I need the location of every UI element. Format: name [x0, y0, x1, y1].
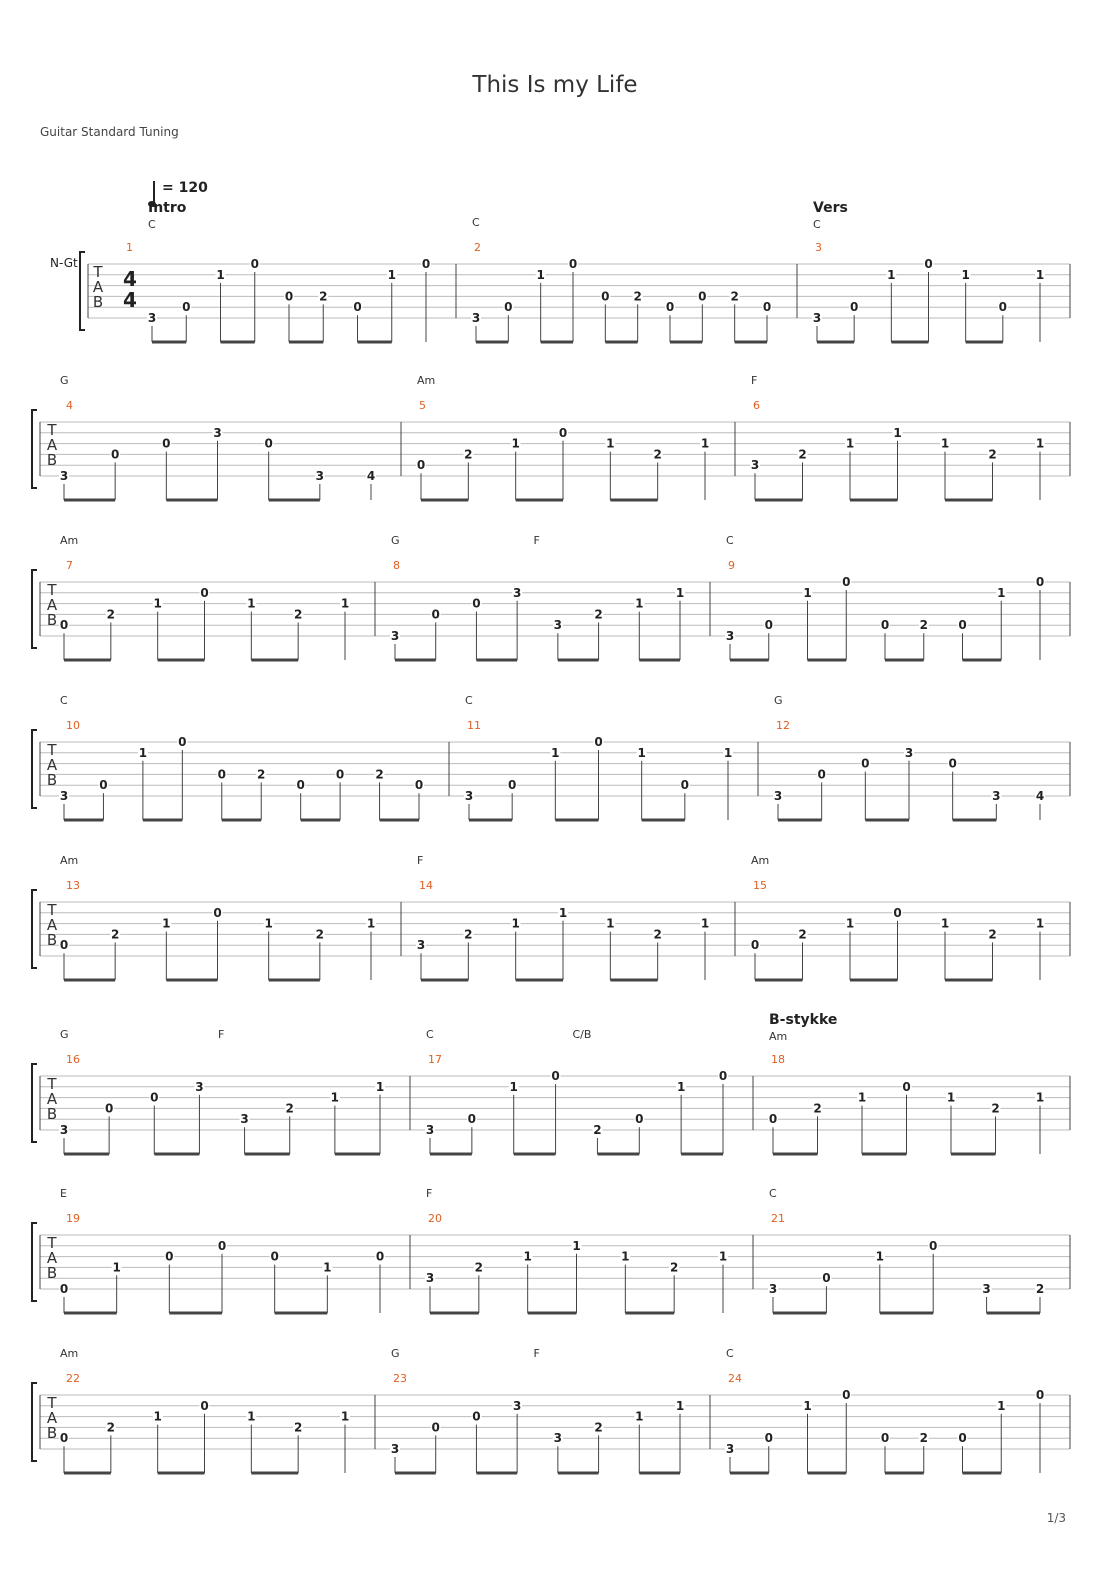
- fret-number: 0: [217, 1238, 227, 1253]
- fret-number: 2: [293, 1420, 303, 1435]
- fret-number: 0: [59, 938, 69, 953]
- tab-clef-letter: A: [46, 1409, 58, 1427]
- fret-number: 1: [138, 745, 148, 760]
- fret-number: 1: [162, 916, 171, 931]
- fret-number: 2: [593, 1123, 602, 1137]
- fret-number: 1: [606, 916, 615, 931]
- fret-number: 0: [558, 425, 568, 440]
- fret-number: 0: [680, 778, 690, 793]
- measure-number: 20: [428, 1212, 442, 1225]
- fret-number: 0: [822, 1271, 831, 1286]
- fret-number: 0: [764, 1431, 773, 1446]
- fret-number: 2: [919, 618, 928, 633]
- tab-clef-letter: A: [46, 756, 58, 774]
- measure-number: 12: [776, 719, 790, 732]
- fret-number: 1: [551, 745, 560, 760]
- fret-number: 0: [431, 1420, 440, 1435]
- chord-symbol: C: [813, 218, 821, 231]
- fret-number: 0: [948, 756, 957, 771]
- tab-clef-letter: A: [92, 278, 104, 296]
- fret-number: 0: [665, 300, 675, 315]
- tab-clef-letter: B: [46, 1105, 58, 1123]
- chord-symbol: G: [391, 1347, 400, 1360]
- fret-number: 0: [414, 778, 424, 793]
- fret-number: 1: [536, 267, 545, 282]
- chord-symbol: G: [60, 1028, 69, 1041]
- fret-number: 2: [798, 447, 807, 462]
- tab-clef-letter: T: [93, 263, 103, 281]
- measure-number: 8: [393, 559, 400, 572]
- fret-number: 4: [366, 469, 376, 483]
- fret-number: 2: [315, 927, 325, 942]
- fret-number: 3: [195, 1079, 204, 1094]
- fret-number: 3: [59, 1123, 69, 1137]
- chord-symbol: C: [426, 1028, 434, 1041]
- fret-number: 3: [315, 469, 325, 483]
- fret-number: 4: [1035, 789, 1045, 803]
- fret-number: 3: [553, 1431, 563, 1446]
- fret-number: 1: [509, 1079, 518, 1094]
- fret-number: 0: [507, 778, 517, 793]
- fret-number: 1: [247, 1409, 256, 1424]
- fret-number: 0: [59, 618, 69, 633]
- fret-number: 3: [425, 1271, 435, 1286]
- fret-number: 0: [353, 300, 362, 315]
- fret-number: 1: [997, 585, 1006, 600]
- chord-symbol: G: [60, 374, 69, 387]
- tab-clef-letter: B: [92, 293, 104, 311]
- chord-symbol: C: [148, 218, 156, 231]
- chord-symbol: C: [465, 694, 473, 707]
- fret-number: 3: [750, 458, 760, 473]
- time-signature-top: 4: [123, 267, 137, 291]
- fret-number: 3: [553, 618, 563, 633]
- fret-number: 1: [112, 1260, 121, 1275]
- fret-number: 1: [718, 1249, 728, 1264]
- fret-number: 2: [285, 1101, 294, 1116]
- fret-number: 1: [366, 916, 376, 931]
- tab-clef-letter: B: [46, 1264, 58, 1282]
- fret-number: 0: [104, 1101, 114, 1116]
- fret-number: 0: [551, 1069, 560, 1083]
- fret-number: 2: [653, 447, 662, 462]
- fret-number: 2: [798, 927, 807, 942]
- fret-number: 0: [880, 1431, 890, 1446]
- fret-number: 1: [511, 916, 520, 931]
- fret-number: 1: [803, 1398, 812, 1413]
- fret-number: 0: [817, 767, 826, 782]
- fret-number: 1: [857, 1090, 867, 1105]
- fret-number: 0: [601, 289, 610, 304]
- fret-number: 2: [919, 1431, 928, 1446]
- fret-number: 0: [698, 289, 707, 304]
- tab-clef-letter: B: [46, 771, 58, 789]
- fret-number: 0: [902, 1079, 911, 1094]
- chord-symbol: Am: [751, 854, 770, 867]
- fret-number: 0: [861, 756, 870, 771]
- fret-number: 3: [425, 1123, 435, 1137]
- chord-symbol: Am: [417, 374, 436, 387]
- tab-clef-letter: B: [46, 451, 58, 469]
- fret-number: 0: [958, 1431, 967, 1446]
- fret-number: 0: [200, 1398, 209, 1413]
- fret-number: 3: [59, 469, 69, 483]
- fret-number: 1: [723, 745, 733, 760]
- fret-number: 0: [59, 1431, 69, 1446]
- fret-number: 1: [1035, 436, 1045, 451]
- fret-number: 0: [1035, 1388, 1045, 1402]
- fret-number: 0: [270, 1249, 279, 1264]
- fret-number: 0: [958, 618, 967, 633]
- fret-number: 0: [893, 905, 902, 920]
- measure-number: 13: [66, 879, 80, 892]
- fret-number: 1: [635, 1409, 644, 1424]
- fret-number: 0: [165, 1249, 174, 1264]
- tab-clef-letter: A: [46, 1249, 58, 1267]
- chord-symbol: F: [218, 1028, 225, 1041]
- instrument-label: N-Gt: [50, 256, 78, 270]
- system-brace: [32, 570, 37, 648]
- fret-number: 1: [637, 745, 646, 760]
- measure-number: 11: [467, 719, 481, 732]
- fret-number: 2: [106, 1420, 116, 1435]
- chord-symbol: C: [726, 534, 734, 547]
- tab-clef-letter: A: [46, 436, 58, 454]
- fret-number: 2: [594, 607, 603, 622]
- system-brace: [32, 1383, 37, 1461]
- fret-number: 0: [842, 1388, 851, 1402]
- fret-number: 3: [768, 1282, 778, 1296]
- fret-number: 0: [250, 257, 259, 271]
- chord-symbol: C/B: [572, 1028, 592, 1041]
- system-brace: [32, 890, 37, 968]
- song-title: This Is my Life: [472, 72, 638, 98]
- fret-number: 1: [511, 436, 520, 451]
- fret-number: 1: [153, 596, 162, 611]
- fret-number: 1: [845, 916, 855, 931]
- fret-number: 1: [153, 1409, 162, 1424]
- fret-number: 0: [842, 575, 851, 589]
- measure-number: 21: [771, 1212, 785, 1225]
- tab-clef-letter: T: [47, 421, 57, 439]
- fret-number: 1: [940, 916, 950, 931]
- system-brace: [32, 1223, 37, 1301]
- fret-number: 0: [1035, 575, 1045, 589]
- fret-number: 3: [904, 745, 914, 760]
- fret-number: 0: [200, 585, 209, 600]
- chord-symbol: Am: [60, 1347, 79, 1360]
- chord-symbol: F: [417, 854, 424, 867]
- fret-number: 0: [99, 778, 108, 793]
- chord-symbol: F: [426, 1187, 433, 1200]
- fret-number: 1: [946, 1090, 956, 1105]
- fret-number: 2: [594, 1420, 603, 1435]
- measure-number: 23: [393, 1372, 407, 1385]
- fret-number: 0: [335, 767, 345, 782]
- fret-number: 3: [390, 629, 400, 643]
- fret-number: 1: [264, 916, 273, 931]
- fret-number: 3: [992, 789, 1001, 803]
- system-brace: [32, 730, 37, 808]
- measure-number: 19: [66, 1212, 80, 1225]
- fret-number: 0: [296, 778, 305, 793]
- fret-number: 0: [924, 257, 933, 271]
- tuning-label: Guitar Standard Tuning: [40, 125, 179, 139]
- fret-number: 1: [330, 1090, 340, 1105]
- fret-number: 1: [558, 905, 568, 920]
- chord-symbol: C: [60, 694, 68, 707]
- fret-number: 2: [110, 927, 120, 942]
- fret-number: 3: [725, 629, 735, 643]
- fret-number: 0: [929, 1238, 938, 1253]
- tab-clef-letter: T: [47, 741, 57, 759]
- fret-number: 0: [768, 1112, 778, 1127]
- measure-number: 7: [66, 559, 73, 572]
- tab-clef-letter: T: [47, 1234, 57, 1252]
- fret-number: 1: [523, 1249, 532, 1264]
- fret-number: 1: [572, 1238, 581, 1253]
- fret-number: 0: [880, 618, 890, 633]
- tab-clef-letter: B: [46, 1424, 58, 1442]
- system-brace: [32, 410, 37, 488]
- system-brace: [80, 252, 85, 330]
- fret-number: 3: [812, 311, 822, 325]
- fret-number: 0: [416, 458, 426, 473]
- fret-number: 3: [464, 789, 474, 803]
- fret-number: 1: [323, 1260, 332, 1275]
- fret-number: 0: [59, 1282, 69, 1296]
- fret-number: 1: [803, 585, 812, 600]
- fret-number: 2: [1035, 1282, 1045, 1296]
- tab-clef-letter: B: [46, 611, 58, 629]
- chord-symbol: Am: [769, 1030, 788, 1043]
- fret-number: 2: [633, 289, 642, 304]
- tab-clef-letter: A: [46, 1090, 58, 1108]
- fret-number: 1: [675, 585, 685, 600]
- tab-clef-letter: A: [46, 596, 58, 614]
- fret-number: 1: [893, 425, 902, 440]
- fret-number: 2: [375, 767, 384, 782]
- fret-number: 1: [675, 1398, 685, 1413]
- fret-number: 3: [240, 1112, 249, 1127]
- fret-number: 0: [284, 289, 294, 304]
- time-signature-bottom: 4: [123, 288, 137, 312]
- tab-clef-letter: T: [47, 901, 57, 919]
- fret-number: 2: [257, 767, 266, 782]
- measure-number: 16: [66, 1053, 80, 1066]
- fret-number: 0: [178, 735, 187, 749]
- measure-number: 6: [753, 399, 760, 412]
- fret-number: 0: [110, 447, 120, 462]
- fret-number: 1: [340, 596, 350, 611]
- fret-number: 0: [718, 1069, 728, 1083]
- fret-number: 0: [764, 618, 773, 633]
- chord-symbol: G: [774, 694, 783, 707]
- fret-number: 2: [293, 607, 303, 622]
- fret-number: 0: [762, 300, 772, 315]
- fret-number: 1: [216, 267, 225, 282]
- measure-number: 1: [126, 241, 133, 254]
- fret-number: 3: [390, 1442, 400, 1456]
- fret-number: 0: [504, 300, 513, 315]
- measure-number: 3: [815, 241, 822, 254]
- system-brace: [32, 1064, 37, 1142]
- fret-number: 1: [875, 1249, 884, 1264]
- fret-number: 0: [467, 1112, 477, 1127]
- fret-number: 3: [416, 938, 426, 953]
- fret-number: 2: [464, 447, 473, 462]
- fret-number: 0: [750, 938, 760, 953]
- chord-symbol: Am: [60, 534, 79, 547]
- fret-number: 0: [213, 905, 222, 920]
- fret-number: 1: [676, 1079, 686, 1094]
- fret-number: 1: [621, 1249, 630, 1264]
- fret-number: 0: [568, 257, 578, 271]
- fret-number: 0: [375, 1249, 385, 1264]
- fret-number: 0: [472, 1409, 481, 1424]
- chord-symbol: C: [726, 1347, 734, 1360]
- fret-number: 0: [150, 1090, 159, 1105]
- fret-number: 2: [474, 1260, 484, 1275]
- fret-number: 1: [887, 267, 896, 282]
- fret-number: 2: [988, 927, 997, 942]
- fret-number: 3: [512, 585, 522, 600]
- fret-number: 0: [635, 1112, 644, 1127]
- fret-number: 1: [700, 436, 710, 451]
- measure-number: 14: [419, 879, 433, 892]
- tab-clef-letter: A: [46, 916, 58, 934]
- fret-number: 1: [1035, 267, 1045, 282]
- fret-number: 2: [813, 1101, 822, 1116]
- fret-number: 3: [59, 789, 69, 803]
- fret-number: 1: [635, 596, 644, 611]
- fret-number: 3: [147, 311, 157, 325]
- fret-number: 1: [247, 596, 256, 611]
- fret-number: 1: [1035, 916, 1045, 931]
- fret-number: 1: [845, 436, 855, 451]
- chord-symbol: E: [60, 1187, 67, 1200]
- fret-number: 0: [217, 767, 226, 782]
- fret-number: 0: [849, 300, 859, 315]
- fret-number: 3: [982, 1282, 991, 1296]
- fret-number: 2: [319, 289, 328, 304]
- fret-number: 2: [991, 1101, 1000, 1116]
- fret-number: 2: [988, 447, 997, 462]
- fret-number: 2: [669, 1260, 679, 1275]
- fret-number: 0: [182, 300, 191, 315]
- fret-number: 0: [431, 607, 440, 622]
- section-label: Intro: [148, 200, 187, 216]
- chord-symbol: F: [533, 1347, 540, 1360]
- fret-number: 1: [375, 1079, 385, 1094]
- measure-number: 17: [428, 1053, 442, 1066]
- tempo-marking: = 120: [162, 180, 208, 196]
- fret-number: 2: [106, 607, 116, 622]
- fret-number: 0: [162, 436, 171, 451]
- tab-clef-letter: T: [47, 1394, 57, 1412]
- fret-number: 0: [264, 436, 273, 451]
- fret-number: 0: [998, 300, 1008, 315]
- fret-number: 0: [421, 257, 431, 271]
- measure-number: 18: [771, 1053, 785, 1066]
- chord-symbol: F: [751, 374, 758, 387]
- fret-number: 1: [940, 436, 950, 451]
- measure-number: 22: [66, 1372, 80, 1385]
- fret-number: 2: [730, 289, 739, 304]
- measure-number: 15: [753, 879, 767, 892]
- fret-number: 1: [1035, 1090, 1045, 1105]
- fret-number: 1: [700, 916, 710, 931]
- measure-number: 10: [66, 719, 80, 732]
- fret-number: 0: [472, 596, 481, 611]
- fret-number: 3: [512, 1398, 522, 1413]
- tab-clef-letter: T: [47, 1075, 57, 1093]
- chord-symbol: C: [769, 1187, 777, 1200]
- tab-clef-letter: B: [46, 931, 58, 949]
- measure-number: 2: [474, 241, 481, 254]
- chord-symbol: C: [472, 216, 480, 229]
- fret-number: 3: [773, 789, 783, 803]
- measure-number: 9: [728, 559, 735, 572]
- chord-symbol: Am: [60, 854, 79, 867]
- measure-number: 4: [66, 399, 73, 412]
- fret-number: 1: [606, 436, 615, 451]
- fret-number: 3: [213, 425, 222, 440]
- fret-number: 3: [725, 1442, 735, 1456]
- page-number: 1/3: [1046, 1511, 1066, 1525]
- fret-number: 1: [387, 267, 396, 282]
- chord-symbol: G: [391, 534, 400, 547]
- measure-number: 5: [419, 399, 426, 412]
- fret-number: 3: [471, 311, 481, 325]
- chord-symbol: F: [533, 534, 540, 547]
- fret-number: 1: [340, 1409, 350, 1424]
- section-label: Vers: [813, 200, 848, 216]
- measure-number: 24: [728, 1372, 742, 1385]
- fret-number: 1: [997, 1398, 1006, 1413]
- section-label: B-stykke: [769, 1012, 838, 1028]
- fret-number: 2: [653, 927, 662, 942]
- fret-number: 1: [961, 267, 970, 282]
- fret-number: 2: [464, 927, 473, 942]
- tab-clef-letter: T: [47, 581, 57, 599]
- fret-number: 0: [594, 735, 603, 749]
